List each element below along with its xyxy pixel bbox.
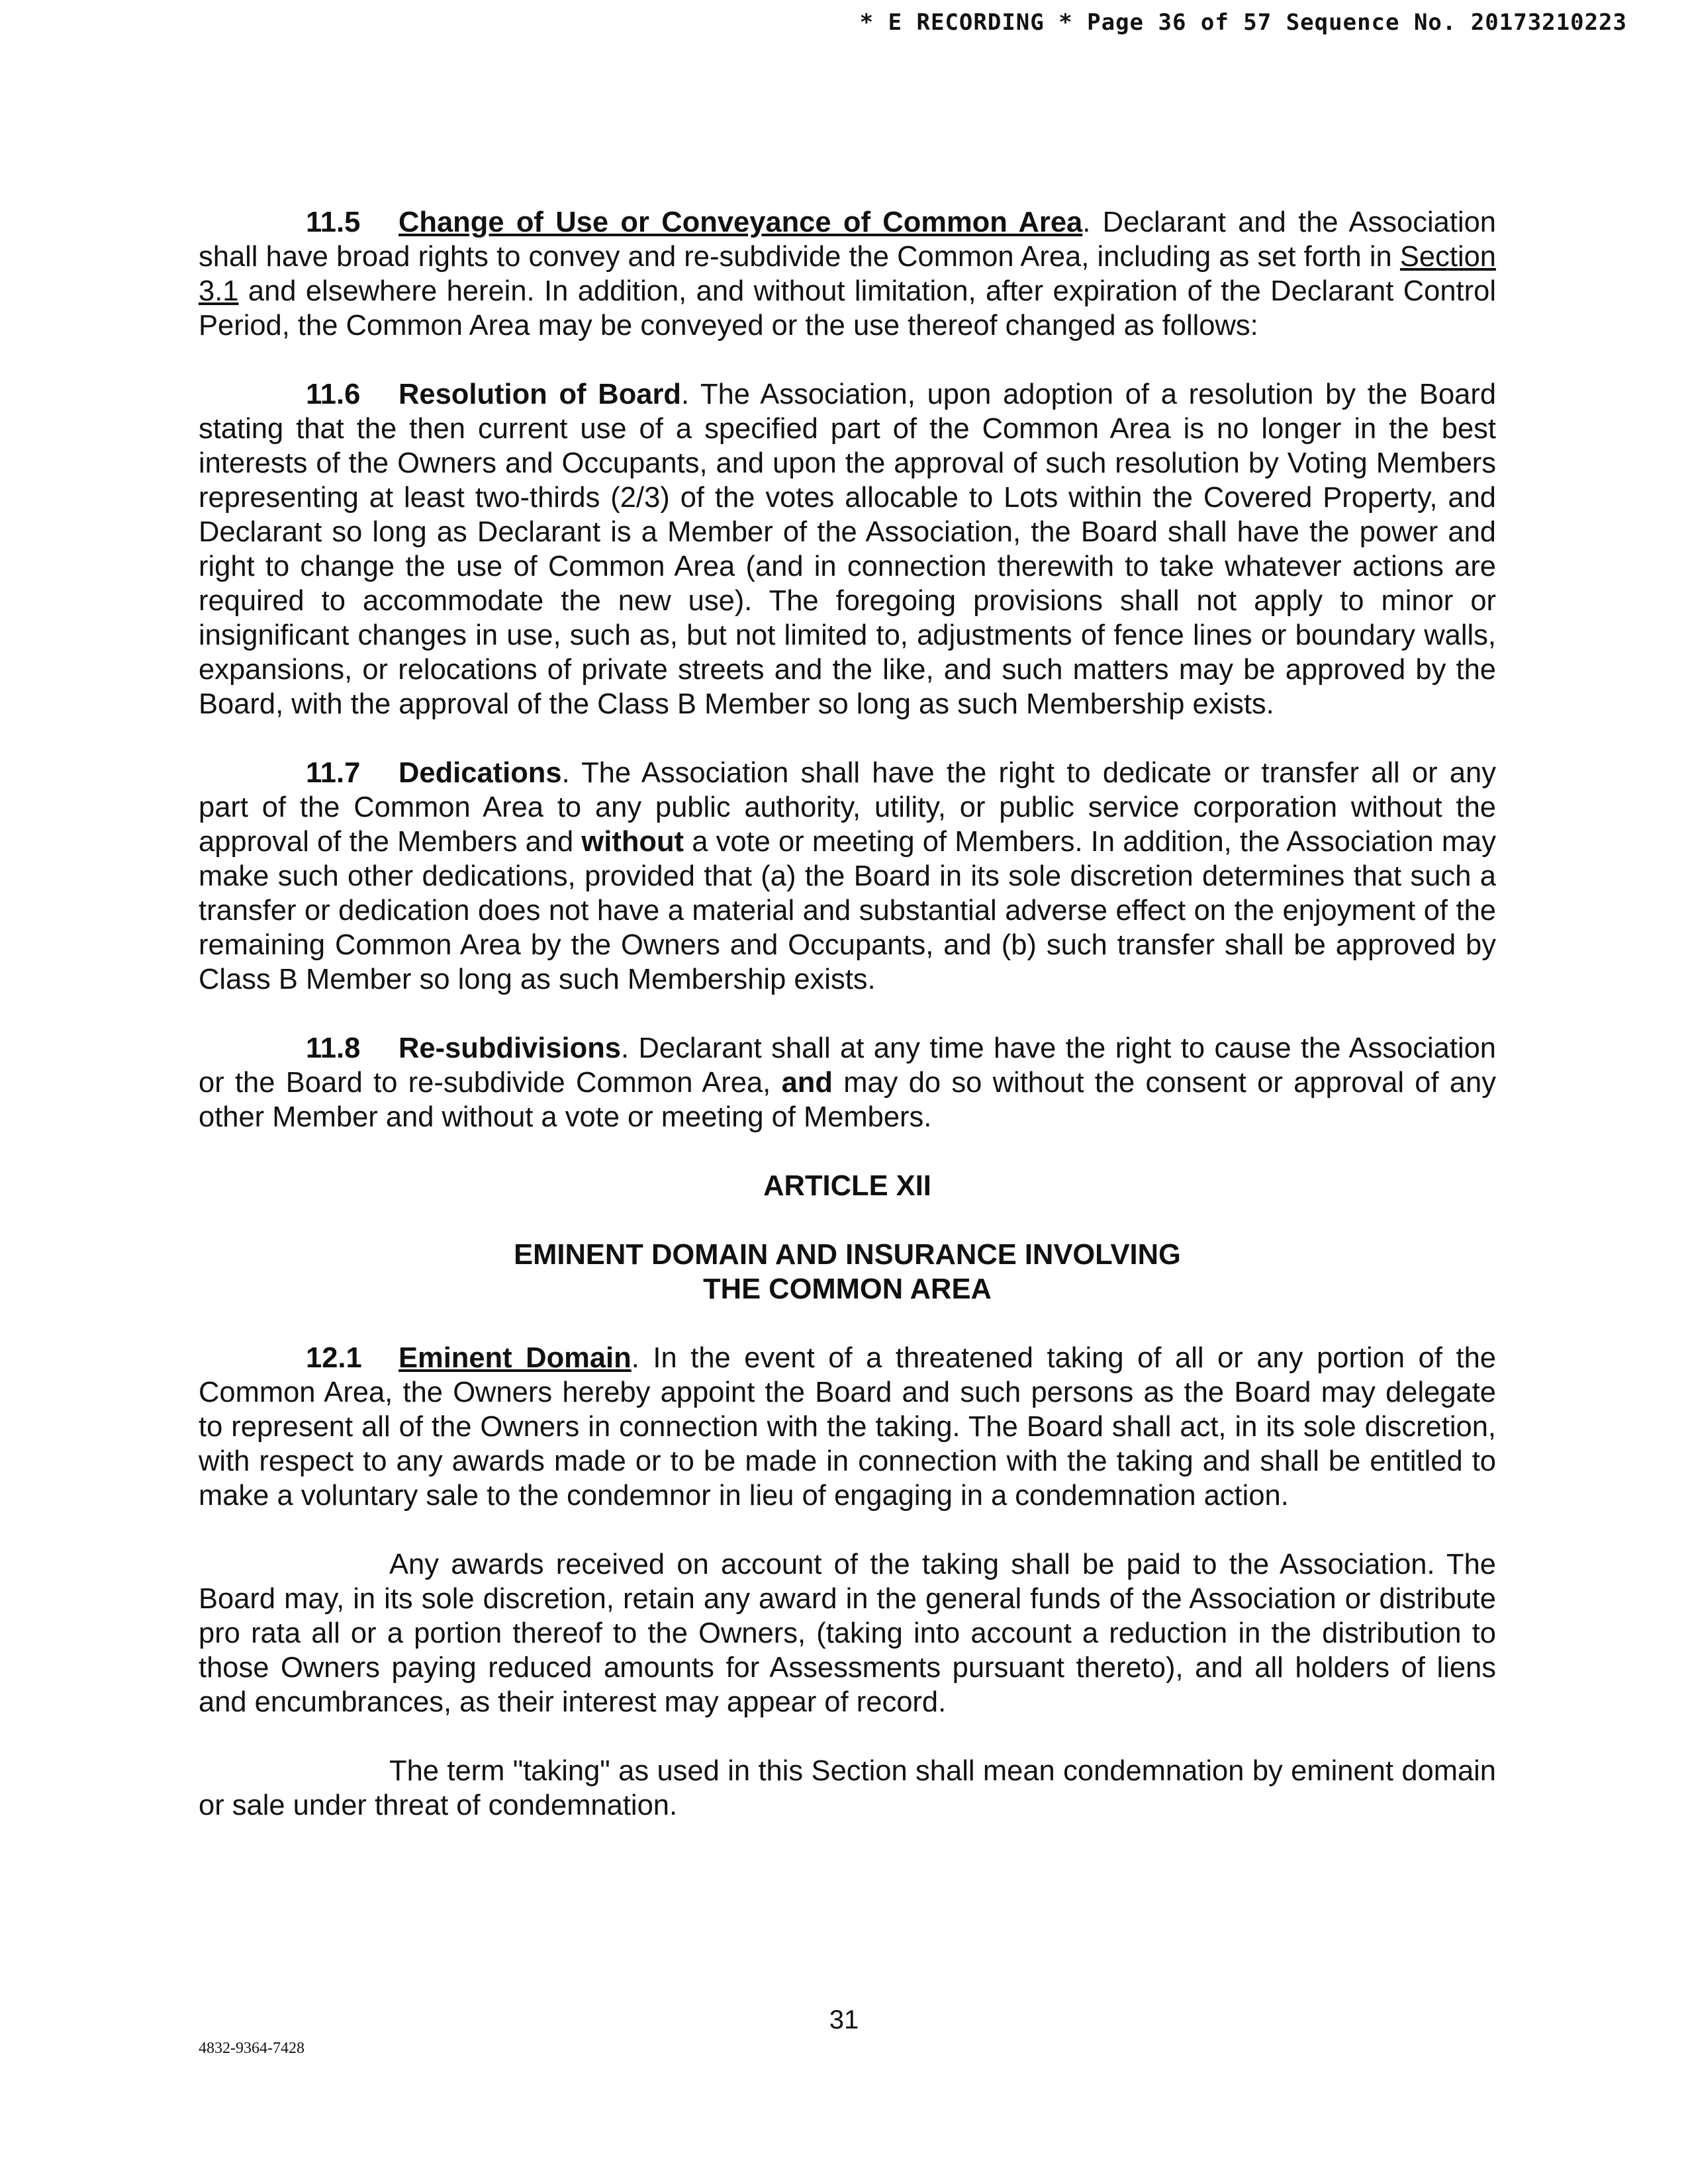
section-text: may do so without the consent or approval of any other Member and without a vote or meeting of Members. (199, 1067, 1496, 1133)
paragraph-taking-definition: The term "taking" as used in this Section shall mean condemnation by eminent domain or sale under threat of condemnation. (199, 1755, 1496, 1821)
section-title: Resolution of Board (399, 379, 681, 410)
document-body (199, 205, 1496, 1857)
section-11-6 (199, 377, 1496, 721)
section-title: Change of Use or Conveyance of Common Area (399, 206, 1083, 238)
emphasis-text: and (781, 1067, 833, 1099)
section-text: . The Association shall have the right to dedicate or transfer all or any part of the Common Area to any public authority, utility, or public service corporation without the approval of the Members and (199, 757, 1496, 858)
section-number: 11.8 (306, 1032, 361, 1064)
section-title: Eminent Domain (399, 1342, 632, 1374)
section-title: Dedications (399, 757, 562, 789)
section-text: . Declarant and the Association shall have broad rights to convey and re-subdivide the Common Area, including as set forth in (199, 206, 1496, 273)
section-title: Re-subdivisions (399, 1032, 621, 1064)
section-text: . Declarant shall at any time have the right to cause the Association or the Board to re-subdivide Common Area, (199, 1032, 1496, 1099)
emphasis-text: without (581, 826, 684, 858)
section-11-7 (199, 756, 1496, 997)
section-number: 11.6 (306, 379, 361, 410)
article-label: ARTICLE XII (763, 1170, 931, 1202)
section-reference-link: Section 3.1 (199, 241, 1496, 307)
section-text: and elsewhere herein. In addition, and without limitation, after expiration of the Declarant Control Period, the Common Area may be conveyed or the use thereof changed as follows: (199, 275, 1496, 341)
article-title-line: THE COMMON AREA (703, 1273, 992, 1305)
recording-stamp: * E RECORDING * Page 36 of 57 Sequence No. 20173210223 (859, 9, 1627, 36)
paragraph-awards: Any awards received on account of the taking shall be paid to the Association. The Board may, in its sole discretion, retain any award in the general funds of the Association or distribute pro rata all or a portion thereof to the Owners, (taking into account a reduction in the distribution to those Owners paying reduced amounts for Assessments pursuant thereto), and all holders of liens and encumbrances, as their interest may appear of record. (199, 1549, 1496, 1718)
section-number: 11.7 (306, 757, 361, 789)
article-title (199, 1238, 1496, 1306)
section-11-8 (199, 1031, 1496, 1134)
section-text: a vote or meeting of Members. In addition, the Association may make such other dedications, provided that (a) the Board in its sole discretion determines that such a transfer or dedication does not have a material and substantial adverse effect on the enjoyment of the remaining Common Area by the Owners and Occupants, and (b) such transfer shall be approved by Class B Member so long as such Membership exists. (199, 826, 1496, 995)
section-text: . In the event of a threatened taking of all or any portion of the Common Area, the Owners hereby appoint the Board and such persons as the Board may delegate to represent all of the Owners in connection with the taking. The Board shall act, in its sole discretion, with respect to any awards made or to be made in connection with the taking and shall be entitled to make a voluntary sale to the condemnor in lieu of engaging in a condemnation action. (199, 1342, 1497, 1512)
page-number: 31 (829, 2005, 859, 2034)
section-11-5 (199, 205, 1496, 343)
section-number: 11.5 (306, 206, 361, 238)
section-number: 12.1 (306, 1342, 362, 1374)
section-text: . The Association, upon adoption of a resolution by the Board stating that the then current use of a specified part of the Common Area is no longer in the best interests of the Owners and Occupants, and upon the approval of such resolution by Voting Members representing at least two-thirds (2/3) of the votes allocable to Lots within the Covered Property, and Declarant so long as Declarant is a Member of the Association, the Board shall have the power and right to change the use of Common Area (and in connection therewith to take whatever actions are required to accommodate the new use). The foregoing provisions shall not apply to minor or insignificant changes in use, such as, but not limited to, adjustments of fence lines or boundary walls, expansions, or relocations of private streets and the like, and such matters may be approved by the Board, with the approval of the Class B Member so long as such Membership exists. (199, 379, 1497, 720)
document-id: 4832-9364-7428 (199, 2040, 305, 2057)
article-title-line: EMINENT DOMAIN AND INSURANCE INVOLVING (514, 1239, 1181, 1271)
section-12-1 (199, 1341, 1496, 1513)
